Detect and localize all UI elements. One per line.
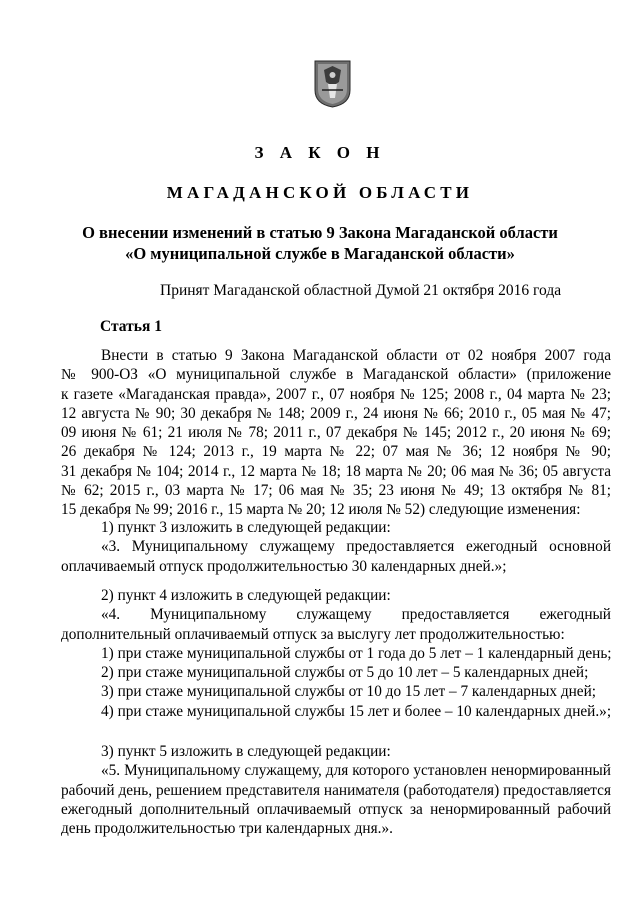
text-line: 09 июня № 61; 21 июля № 78; 2011 г., 07 декабря № 145; 2012 г., 20 июня № 69; (61, 424, 611, 442)
text-line: 3) пункт 5 изложить в следующей редакции: (101, 743, 391, 760)
region-title: МАГАДАНСКОЙ ОБЛАСТИ (166, 183, 474, 202)
law-subject-line: «О муниципальной службе в Магаданской области» (125, 244, 515, 263)
text-line: 26 декабря № 124; 2013 г., 19 марта № 22; 07 мая № 36; 12 ноября № 90; (61, 443, 611, 461)
text-line: 1) при стаже муниципальной службы от 1 года до 5 лет – 1 календарный день; (101, 644, 612, 662)
amendment-item-3 (61, 742, 611, 838)
text-line: 3) при стаже муниципальной службы от 10 до 15 лет – 7 календарных дней; (101, 683, 597, 701)
text-line: ежегодный дополнительный оплачиваемый отпуск за ненормированный рабочий (61, 800, 611, 818)
text-line: «3. Муниципальному служащему предоставляется ежегодный основной (101, 538, 611, 556)
text-line: Внести в статью 9 Закона Магаданской области от 02 ноября 2007 года (101, 347, 611, 364)
text-line: оплачиваемый отпуск продолжительностью 30 календарных дней.»; (61, 557, 507, 575)
law-subject-line: О внесении изменений в статью 9 Закона Магаданской области (82, 223, 558, 242)
text-line: 31 декабря № 104; 2014 г., 12 марта № 18; 18 марта № 20; 06 мая № 36; 05 августа (61, 462, 611, 480)
text-line: рабочий день, решением представителя нанимателя (работодателя) предоставляется (61, 781, 611, 799)
text-line: 1) пункт 3 изложить в следующей редакции: (101, 519, 391, 536)
law-title: З А К О Н (254, 143, 386, 162)
text-line: 2) пункт 4 изложить в следующей редакции: (101, 587, 391, 604)
text-line: № 62; 2015 г., 03 марта № 17; 06 мая № 35; 23 июня № 49; 13 октября № 81; (61, 482, 611, 500)
law-subject (0, 222, 640, 264)
article-heading: Статья 1 (100, 318, 162, 335)
amendment-item-1 (61, 518, 611, 576)
text-line: 15 декабря № 99; 2016 г., 15 марта № 20; 12 июля № 52) следующие изменения: (61, 501, 581, 519)
text-line: к газете «Магаданская правда», 2007 г., 07 ноября № 125; 2008 г., 04 марта № 23; (61, 385, 611, 403)
text-line: № 900-ОЗ «О муниципальной службе в Магаданской области» (приложение (61, 366, 611, 384)
adoption-note: Принят Магаданской областной Думой 21 октября 2016 года (160, 282, 562, 299)
intro-paragraph (61, 346, 611, 520)
text-line: 2) при стаже муниципальной службы от 5 до 10 лет – 5 календарных дней; (101, 664, 589, 682)
coat-of-arms-emblem (314, 60, 351, 108)
text-line: дополнительный оплачиваемый отпуск за выслугу лет продолжительностью: (61, 625, 565, 643)
amendment-item-2 (61, 586, 611, 721)
text-line: «5. Муниципальному служащему, для которого установлен ненормированный (101, 762, 611, 780)
text-line: 4) при стаже муниципальной службы 15 лет и более – 10 календарных дней.»; (101, 702, 612, 720)
text-line: день продолжительностью три календарных дня.». (61, 820, 393, 838)
text-line: «4. Муниципальному служащему предоставляется ежегодный (101, 606, 611, 624)
text-line: 12 августа № 90; 30 декабря № 148; 2009 г., 24 июня № 66; 2010 г., 05 мая № 47; (61, 404, 611, 422)
